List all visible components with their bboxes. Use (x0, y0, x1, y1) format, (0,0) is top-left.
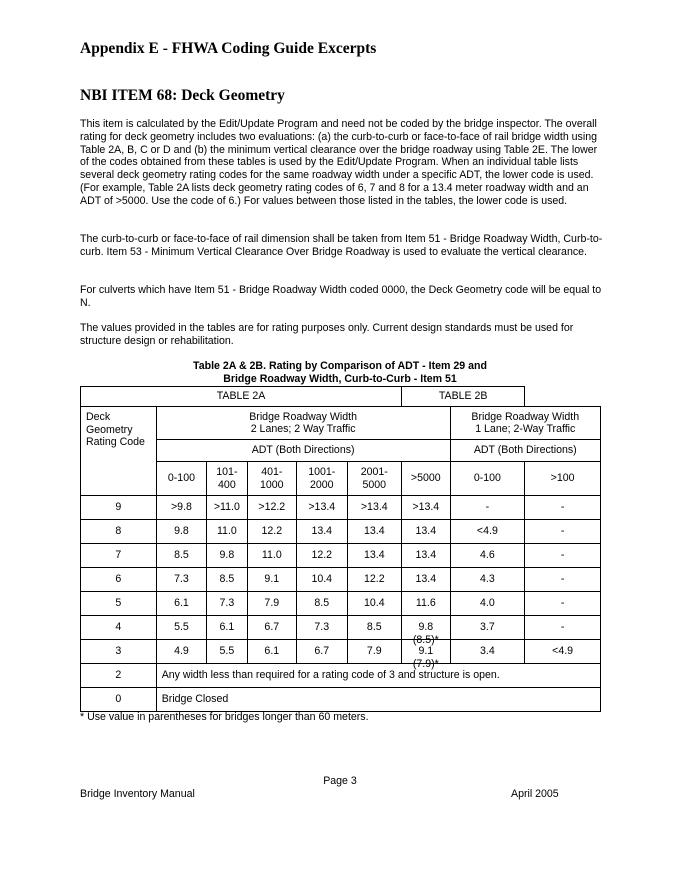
rating-code-cell: 0 (81, 688, 157, 712)
adt-column-header: >5000 (402, 462, 450, 496)
section-heading: NBI ITEM 68: Deck Geometry (80, 87, 285, 104)
width-2a-line2: 2 Lanes; 2 Way Traffic (250, 423, 356, 435)
width-value-cell: 4.3 (450, 568, 525, 592)
table-body (81, 496, 601, 712)
span-description-cell: Bridge Closed (156, 688, 600, 712)
footer-manual-name: Bridge Inventory Manual (80, 788, 195, 800)
width-value-cell: 6.1 (207, 616, 247, 640)
adt-column-header: 101- 400 (207, 462, 247, 496)
width-value-cell: - (450, 496, 525, 520)
footer-date: April 2005 (511, 788, 559, 800)
width-value-cell: 10.4 (297, 568, 347, 592)
table-2a-label: TABLE 2A (81, 387, 402, 407)
width-value-cell: - (525, 496, 601, 520)
adt-header-2a: ADT (Both Directions) (156, 440, 450, 462)
width-value-cell: 6.1 (156, 592, 206, 616)
width-value-cell: 6.7 (247, 616, 296, 640)
rating-code-cell: 3 (81, 640, 157, 664)
rating-code-header: Deck Geometry Rating Code (81, 407, 157, 496)
table-row (81, 568, 601, 592)
width-value-cell: 3.4 (450, 640, 525, 664)
width-value-cell: 8.5 (347, 616, 402, 640)
width-value-cell: 9.1 (247, 568, 296, 592)
width-value-cell: 6.1 (247, 640, 296, 664)
width-value-cell: 7.3 (207, 592, 247, 616)
rating-code-cell: 9 (81, 496, 157, 520)
width-value-cell: 8.5 (207, 568, 247, 592)
rating-code-cell: 8 (81, 520, 157, 544)
width-value-cell: 11.0 (247, 544, 296, 568)
width-value-cell: >13.4 (402, 496, 450, 520)
width-value-cell: 13.4 (347, 520, 402, 544)
paragraph-intro: This item is calculated by the Edit/Update Program and need not be coded by the bridge inspector. The overall rating for deck geometry includes two evaluations: (a) the curb-to-curb or face-to-face of rail bridge width using Table 2A, B, C or D and (b) the minimum vertical clearance over the bridge roadway using Table 2E. The lower of the codes obtained from these tables is used by the Edit/Update Program. When an individual table lists several deck geometry rating codes for the same roadway width under a specific ADT, the lower code is used. (For example, Table 2A lists deck geometry rating codes of 6, 7 and 8 for a 13.4 meter roadway width and an ADT of >5000. Use the code of 6.) For values between those listed in the tables, the lower code is used. (80, 118, 598, 207)
width-value-cell: >11.0 (207, 496, 247, 520)
width-value-cell: 9.8 (156, 520, 206, 544)
width-value-cell: 7.3 (156, 568, 206, 592)
span-description-cell: Any width less than required for a rating code of 3 and structure is open. (156, 664, 600, 688)
adt-column-header: 0-100 (450, 462, 525, 496)
width-value-cell: 5.5 (156, 616, 206, 640)
width-value-cell: 3.7 (450, 616, 525, 640)
width-value-cell: 10.4 (347, 592, 402, 616)
width-value-cell: 7.3 (297, 616, 347, 640)
adt-column-header: 0-100 (156, 462, 206, 496)
width-value-cell: 13.4 (402, 568, 450, 592)
rating-code-cell: 2 (81, 664, 157, 688)
table-caption (80, 360, 600, 386)
table-footnote: * Use value in parentheses for bridges longer than 60 meters. (80, 711, 369, 723)
width-value-cell: - (525, 568, 601, 592)
table-row (81, 640, 601, 664)
adt-columns-row (81, 462, 601, 496)
rating-code-cell: 5 (81, 592, 157, 616)
rating-code-cell: 6 (81, 568, 157, 592)
table-row (81, 520, 601, 544)
table-row (81, 664, 601, 688)
table-row (81, 544, 601, 568)
table-row (81, 688, 601, 712)
width-value-cell: 7.9 (247, 592, 296, 616)
deck-geometry-table (80, 386, 601, 712)
page-title: Appendix E - FHWA Coding Guide Excerpts (80, 40, 377, 57)
width-2b-header (450, 407, 600, 440)
width-value-text: 9.1 (7.9)* (412, 645, 439, 670)
width-2a-line1: Bridge Roadway Width (249, 410, 357, 423)
width-value-cell: 6.7 (297, 640, 347, 664)
width-value-cell: <4.9 (525, 640, 601, 664)
width-value-cell: >9.8 (156, 496, 206, 520)
paragraph-dimension: The curb-to-curb or face-to-face of rail dimension shall be taken from Item 51 - Bridge Roadway Width, Curb-to-curb. Item 53 - Minimum Vertical Clearance Over Bridge Roadway is used to evaluate the vertical clearance. (80, 233, 603, 258)
width-value-cell: 4.6 (450, 544, 525, 568)
width-value-cell: 13.4 (402, 544, 450, 568)
table-row (81, 592, 601, 616)
adt-column-header: 1001- 2000 (297, 462, 347, 496)
width-value-cell: 13.4 (402, 520, 450, 544)
adt-column-header: 2001- 5000 (347, 462, 402, 496)
table-caption-line1: Table 2A & 2B. Rating by Comparison of ADT - Item 29 and (193, 360, 487, 372)
width-value-cell: 13.4 (297, 520, 347, 544)
width-2b-line1: Bridge Roadway Width (471, 410, 580, 423)
adt-column-header: >100 (525, 462, 601, 496)
width-value-cell: 4.9 (156, 640, 206, 664)
rating-code-cell: 7 (81, 544, 157, 568)
table-caption-line2: Bridge Roadway Width, Curb-to-Curb - Item 51 (223, 373, 457, 385)
width-value-cell: <4.9 (450, 520, 525, 544)
table-row (81, 496, 601, 520)
width-value-cell: 9.8 (207, 544, 247, 568)
table-2b-label: TABLE 2B (402, 387, 525, 407)
paragraph-design-standards: The values provided in the tables are for rating purposes only. Current design standards must be used for structure design or rehabilitation. (80, 322, 574, 347)
paragraph-culverts: For culverts which have Item 51 - Bridge Roadway Width coded 0000, the Deck Geometry code will be equal to N. (80, 284, 602, 309)
width-value-cell: >13.4 (297, 496, 347, 520)
width-value-cell: - (525, 520, 601, 544)
width-value-cell: 5.5 (207, 640, 247, 664)
width-value-cell: >12.2 (247, 496, 296, 520)
width-value-cell: - (525, 544, 601, 568)
width-value-cell: 11.0 (207, 520, 247, 544)
page-number: Page 3 (323, 775, 357, 787)
width-value-cell: 13.4 (347, 544, 402, 568)
width-value-cell: 7.9 (347, 640, 402, 664)
adt-column-header: 401- 1000 (247, 462, 296, 496)
width-value-text: 9.8 (8.5)* (412, 621, 439, 646)
width-value-cell: 12.2 (247, 520, 296, 544)
table-row (81, 616, 601, 640)
width-value-cell: - (525, 592, 601, 616)
width-value-cell: 12.2 (297, 544, 347, 568)
width-2b-line2: 1 Lane; 2-Way Traffic (475, 423, 576, 435)
width-value-cell: 12.2 (347, 568, 402, 592)
width-value-cell: >13.4 (347, 496, 402, 520)
width-value-cell: 8.5 (156, 544, 206, 568)
width-value-cell: 8.5 (297, 592, 347, 616)
width-value-cell: 11.6 (402, 592, 450, 616)
width-value-cell: - (525, 616, 601, 640)
adt-header-2b: ADT (Both Directions) (450, 440, 600, 462)
width-value-cell (402, 616, 450, 646)
width-value-cell: 4.0 (450, 592, 525, 616)
rating-code-cell: 4 (81, 616, 157, 640)
width-2a-header (156, 407, 450, 440)
